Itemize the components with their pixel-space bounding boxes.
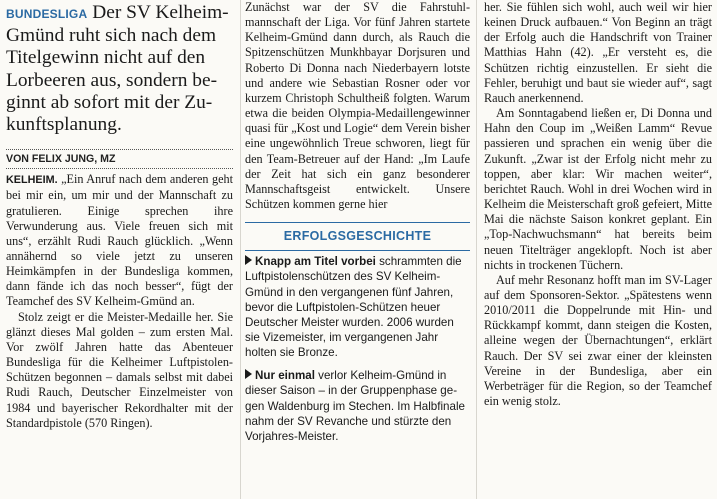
paragraph-6-text: Auf mehr Resonanz hofft man im SV-Lager auf dem Sponsoren-Sektor. „Spätestens wenn 2010/2011 die Doppelrunde mit Hin- und Rückkampf kommt, dann steigen die Kosten, alleine wegen der Übernachtungen“, erklärt Rauch. Der SV sei zwar einer der kleinsten Vereine in der Bundesliga, aber ein Werbeträger für die Region, so der Teamchef ein wenig stolz. [484, 272, 712, 409]
paragraph-6 [484, 273, 712, 409]
triangle-bullet-icon [245, 369, 252, 379]
byline-rule-bottom [6, 168, 233, 169]
kicker-label: BUNDESLIGA [6, 7, 88, 21]
infobox-title: ERFOLGSGESCHICHTE [283, 229, 432, 244]
infobox-rule-bottom [245, 250, 470, 251]
triangle-bullet-icon [245, 255, 252, 265]
infobox-item-2-text: verlor Kelheim-Gmünd in dieser Saison – in der Gruppenphase gegen Waldenburg im Stechen. Im Halbfinale nahm der SV Revanche und stürzte den Vorjahres-Meister. [245, 369, 465, 443]
paragraph-1 [6, 172, 233, 309]
column-3 [484, 0, 712, 409]
infobox-item-2 [245, 368, 470, 444]
byline: VON FELIX JUNG, MZ [6, 153, 116, 166]
infobox-rule-top [245, 222, 470, 223]
paragraph-2 [6, 310, 233, 431]
column-1 [6, 0, 233, 431]
paragraph-2-text: Stolz zeigt er die Meister-Medaille her. Sie glänzt dieses Mal golden – zum ersten Mal. Vor zwölf Jahren hatte das Abenteuer Bundesliga für die Kelheimer Luftpistolen-Schützen begonnen – damals selbst mit dabei Rudi Rauch, Deutscher Einzelmeister von 1984 und bayerischer Rekordhalter mit der Standardpistole (570 Ringen). [6, 309, 233, 430]
paragraph-1-text: „Ein Anruf nach dem anderen geht bei mir ein, um mir und der Mannschaft zu gratulieren. Einige sprechen ihre Verwunderung aus. Viele freuen sich mit uns“, erzählt Rudi Rauch glücklich. „Wenn annähernd so viele jetzt zu unseren Heimkämpfen in der Bundesliga kommen, dann fände ich das noch besser“, fügt der Teamchef des SV Kelheim-Gmünd an. [6, 172, 233, 309]
paragraph-4: her. Sie fühlen sich wohl, auch weil wir hier keinen Druck aufbauen.“ Von Beginn an trägt der Erfolg auch die Handschrift von Trainer Matthias Hahn (42). „Er versteht es, die Schützen richtig einzustellen. Er sieht die Fehler, beruhigt und baut sie wieder auf“, sagt Rauch anerkennend. [484, 0, 712, 105]
lead-rest: Gmünd ruht sich nach dem Titelgewinn nicht auf den Lorbeeren aus, sondern beginnt ab sofort mit der Zukunftsplanung. [6, 25, 218, 136]
infobox-item-2-bold: Nur einmal [255, 369, 315, 383]
infobox-item-1 [245, 254, 470, 360]
column-divider [240, 0, 241, 499]
paragraph-3: Zunächst war der SV die Fahrstuhlmannschaft der Liga. Vor fünf Jahren startete Kelheim-Gmünd dann durch, als Rauch die Spitzenschützen Munkhbayar Dorjsuren und Roberto Di Donna nach Niederbayern lotste und andere wie Sebastian Rosner oder vor kurzem Christoph Schultheiß folgten. Warum etwa die beiden Olympia-Medaillengewinner quasi für „Kost und Logie“ dem Verein bisher eine ungewöhnlich Treue schworen, liegt für den Team-Betreuer auf der Hand: „Im Laufe der Zeit hat sich ein ganz besonderer Mannschaftsgeist entwickelt. Unsere Schützen kommen gerne hier [245, 0, 470, 212]
lead-first: Der SV Kelheim- [92, 2, 229, 23]
byline-rule-top [6, 149, 233, 150]
paragraph-5 [484, 106, 712, 273]
dateline: KELHEIM. [6, 174, 58, 187]
column-divider [476, 0, 477, 499]
column-2 [245, 0, 470, 444]
infobox-item-1-bold: Knapp am Titel vorbei [255, 255, 376, 269]
paragraph-5-text: Am Sonntagabend ließen er, Di Donna und Hahn den Coup im „Weißen Lamm“ Revue passieren und sprachen ein wenig über die Zukunft. „Zwar ist der Erfolg nicht mehr zu toppen, aber klar: Wir machen weiter“, berichtet Rauch. Wohl in drei Wochen wird in Kelheim die Meisterschaft groß gefeiert, Mitte Mai die nächste Saison konkret geplant. Ein „Top-Nachwuchsmann“ hat bereits beim neuen Titelträger angeklopft. Noch ist aber nichts in trockenen Tüchern. [484, 106, 712, 272]
infobox [245, 222, 470, 444]
article-lead [6, 2, 233, 136]
infobox-item-1-text: schrammten die Luftpistolenschützen des SV Kelheim-Gmünd in den vergangenen fünf Jahren, bevor die Luftpistolen-Schützen heuer Deutscher Meister wurden. 2006 wurden sie Vizemeister, im vergangenen Jahr holten sie Bronze. [245, 255, 462, 360]
